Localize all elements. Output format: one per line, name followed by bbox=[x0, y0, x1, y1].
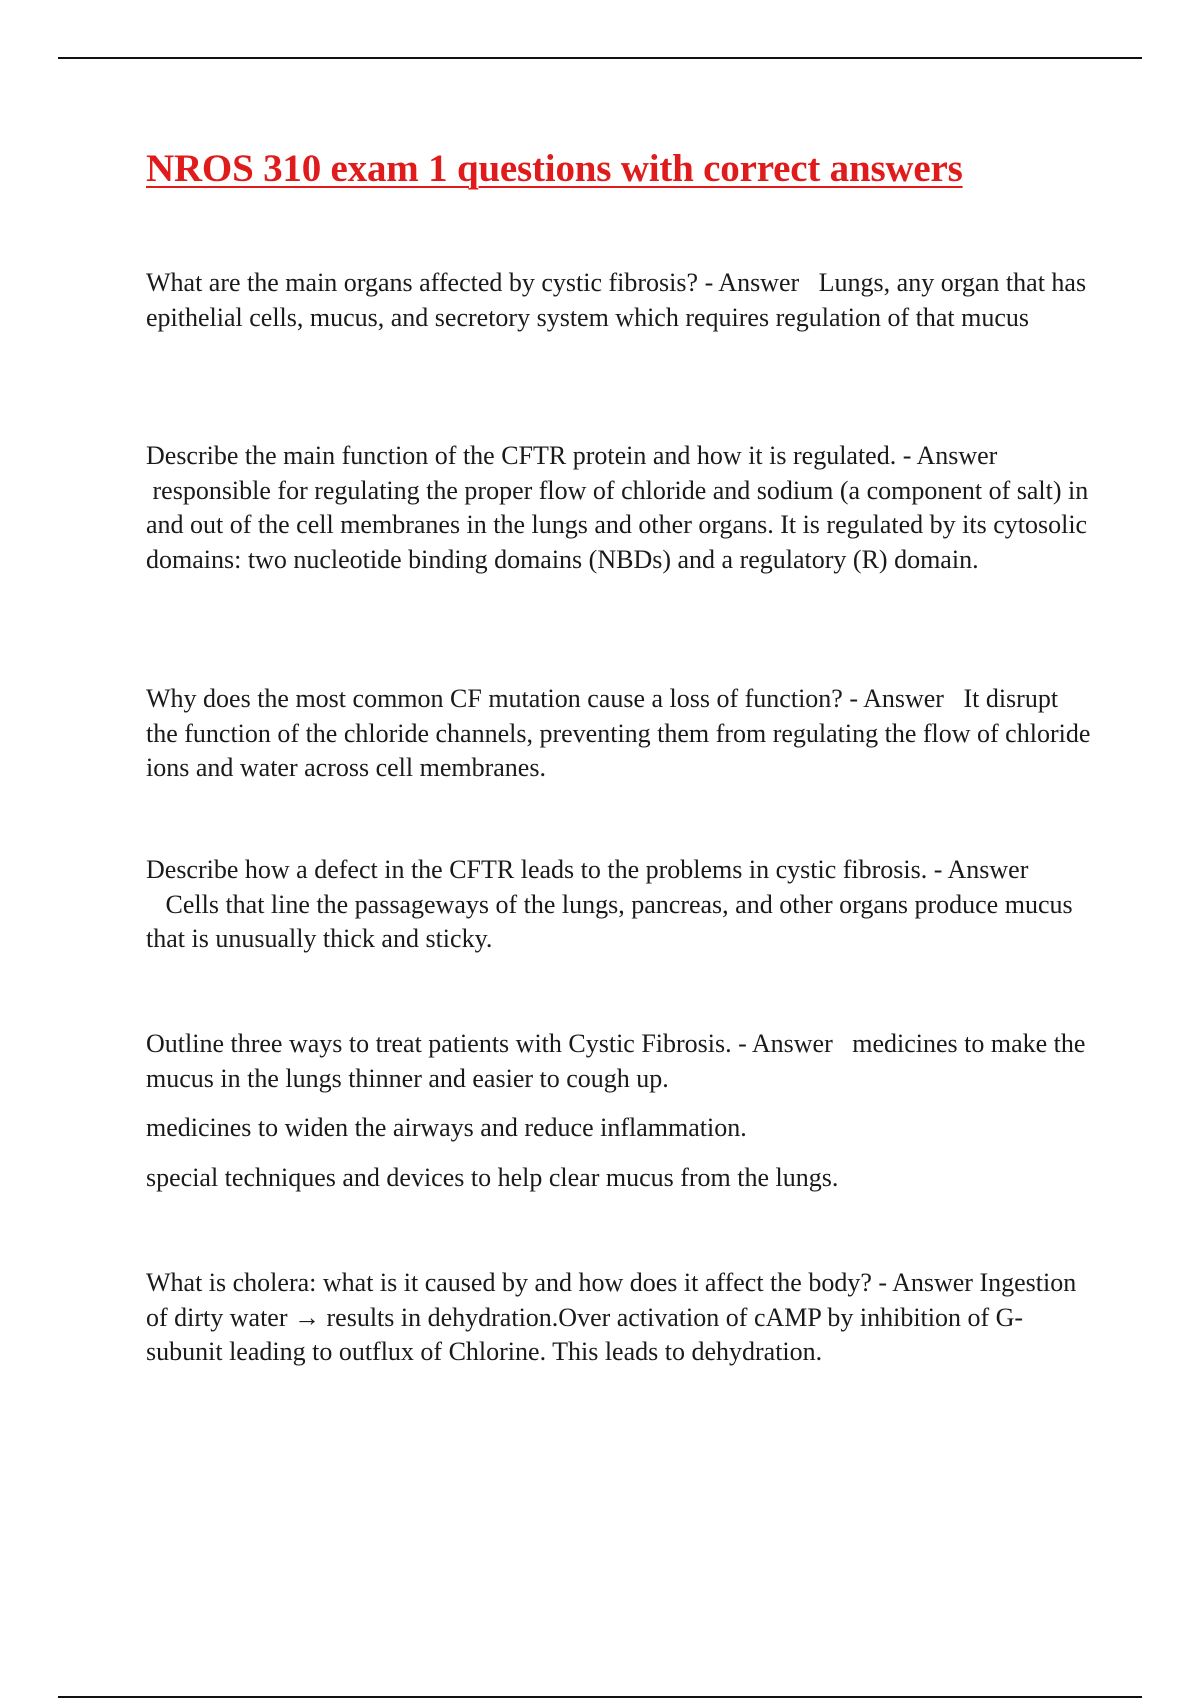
question-text: What is cholera: what is it caused by and how does it affect the body? bbox=[146, 1268, 872, 1297]
answer-text: Ingestion of dirty water → results in dehydration.Over activation of cAMP by inhibition of G-subunit leading to outflux of Chlorine. This leads to dehydration. bbox=[146, 1268, 1077, 1366]
answer-separator: - Answer bbox=[842, 684, 944, 713]
question-text: Why does the most common CF mutation cause a loss of function? bbox=[146, 684, 843, 713]
answer-text: It disrupt the function of the chloride channels, preventing them from regulating the flow of chloride ions and water across cell membranes. bbox=[146, 684, 1091, 782]
document-title: NROS 310 exam 1 questions with correct answers bbox=[146, 147, 963, 190]
question-text: Describe the main function of the CFTR protein and how it is regulated. bbox=[146, 441, 897, 470]
answer-separator: - Answer bbox=[698, 268, 800, 297]
answer-extra-line: medicines to widen the airways and reduce inflammation. bbox=[146, 1113, 747, 1142]
qa-paragraph bbox=[146, 266, 1094, 335]
qa-item-3 bbox=[146, 682, 1094, 786]
qa-item-1 bbox=[146, 266, 1094, 335]
qa-item-5 bbox=[146, 1027, 1094, 1195]
question-text: What are the main organs affected by cystic fibrosis? bbox=[146, 268, 699, 297]
qa-paragraph bbox=[146, 439, 1094, 577]
answer-separator: - Answer bbox=[896, 441, 998, 470]
qa-paragraph bbox=[146, 682, 1094, 786]
answer-extra-line: special techniques and devices to help clear mucus from the lungs. bbox=[146, 1162, 839, 1192]
qa-paragraph bbox=[146, 1027, 1094, 1096]
answer-text: medicines to make the mucus in the lungs thinner and easier to cough up. bbox=[146, 1029, 1086, 1093]
question-text: Outline three ways to treat patients with Cystic Fibrosis. bbox=[146, 1029, 732, 1058]
answer-separator: - Answer bbox=[871, 1268, 973, 1297]
top-rule bbox=[58, 57, 1142, 59]
answer-text: responsible for regulating the proper flow of chloride and sodium (a component of salt) in and out of the cell membranes in the lungs and other organs. It is regulated by its cytosolic domains: two nucleotide binding domains (NBDs) and a regulatory (R) domain. bbox=[146, 475, 1089, 574]
answer-text: Cells that line the passageways of the lungs, pancreas, and other organs produce mucus that is unusually thick and sticky. bbox=[146, 889, 1073, 953]
answer-text: Lungs, any organ that has epithelial cells, mucus, and secretory system which requires regulation of that mucus bbox=[146, 268, 1087, 332]
qa-item-2 bbox=[146, 439, 1094, 577]
answer-separator: - Answer bbox=[927, 855, 1029, 884]
qa-paragraph bbox=[146, 1266, 1094, 1370]
answer-separator: - Answer bbox=[731, 1029, 833, 1058]
bottom-rule bbox=[58, 1696, 1142, 1698]
question-text: Describe how a defect in the CFTR leads to the problems in cystic fibrosis. bbox=[146, 855, 928, 884]
qa-item-4 bbox=[146, 853, 1094, 957]
qa-paragraph bbox=[146, 853, 1094, 957]
qa-item-6 bbox=[146, 1266, 1094, 1370]
